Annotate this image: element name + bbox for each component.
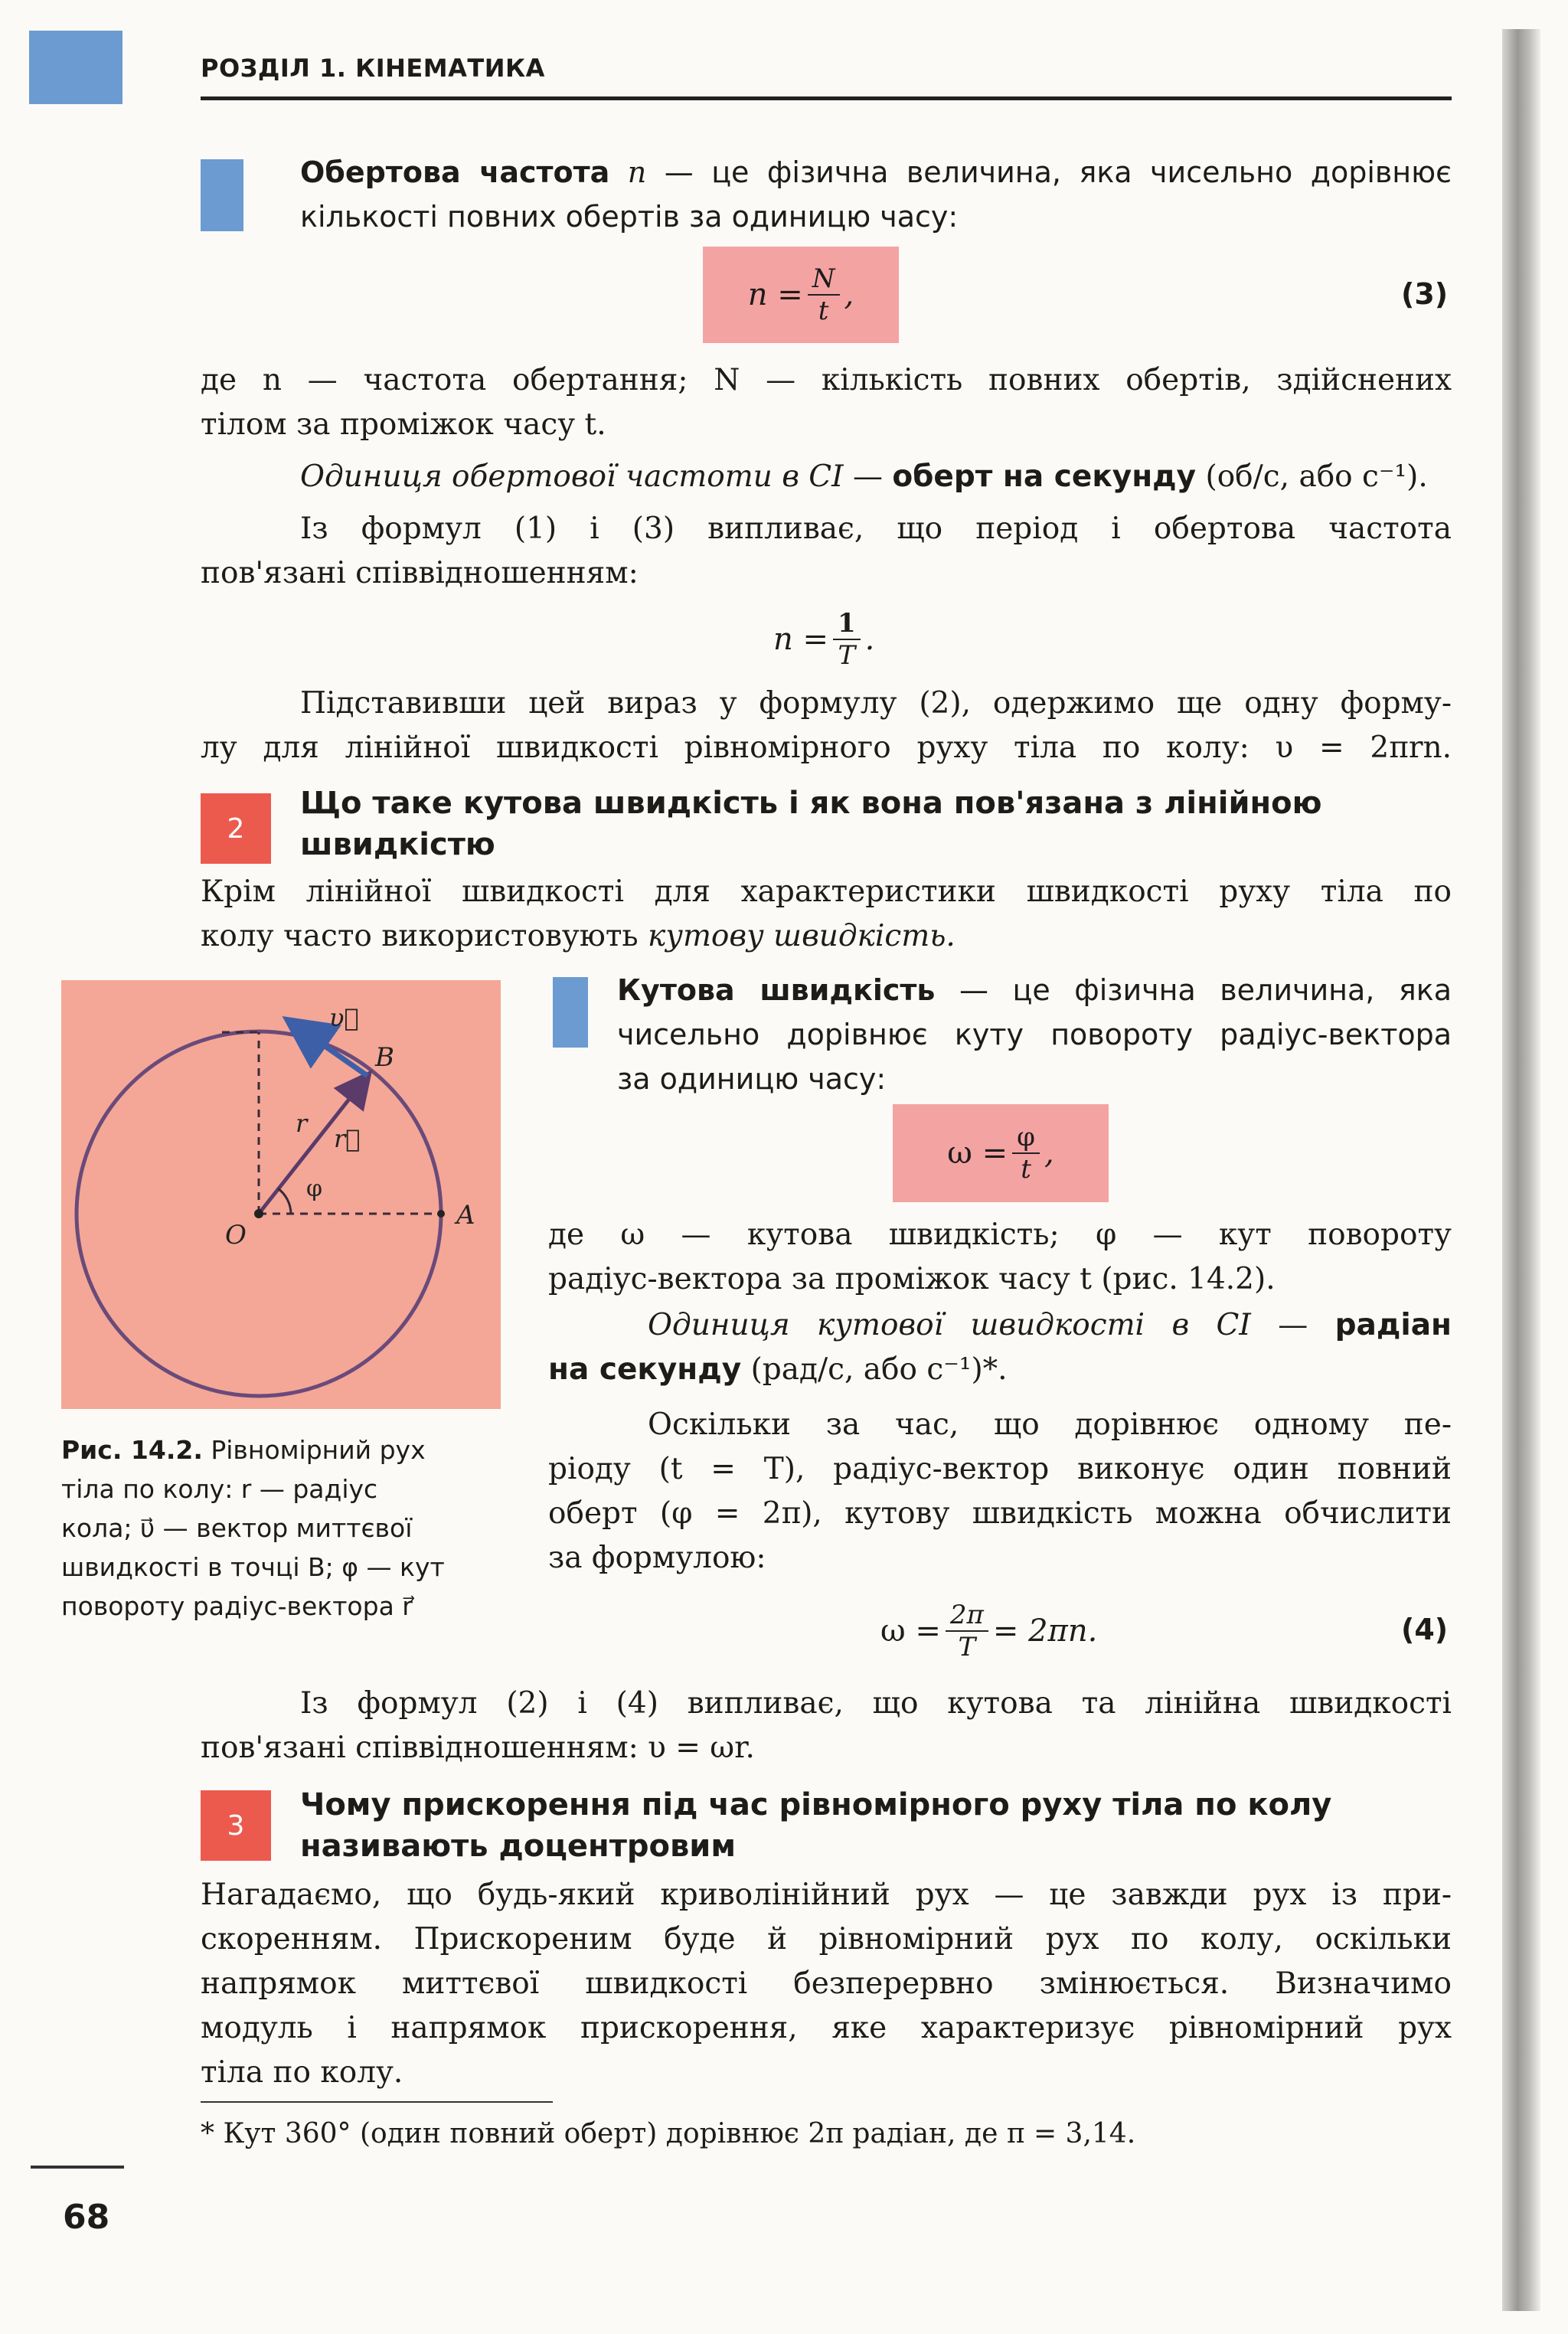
paragraph — [201, 870, 1452, 959]
page-edge-shadow — [1502, 29, 1540, 2311]
section-title — [300, 783, 1452, 865]
caption-text: тіла по колу: r — радіус — [61, 1474, 378, 1504]
angle-arc — [278, 1188, 291, 1214]
text-line: Із формул (2) і (4) випливає, що кутова та лінійна швидкості — [300, 1686, 1452, 1721]
title-line: Чому прискорення під час рівномірного руху тіла по колу — [300, 1787, 1332, 1822]
label-A: A — [456, 1200, 475, 1231]
fraction — [808, 263, 840, 326]
term: Обертова частота — [300, 155, 610, 189]
page-number: 68 — [63, 2198, 110, 2237]
unit-bold: оберт на секунду — [892, 459, 1197, 494]
definition-text: кількості повних обертів за одиницю часу: — [300, 200, 959, 234]
title-line: називають доцентровим — [300, 1829, 737, 1864]
unit-line — [300, 455, 1452, 499]
section-number: 2 — [201, 793, 271, 864]
unit-line — [548, 1303, 1452, 1392]
point-A — [437, 1210, 445, 1218]
label-r: r — [296, 1109, 308, 1138]
title-line: Що таке кутова швидкість і як вона пов'язана з лінійною — [300, 786, 1322, 821]
text-line: пов'язані співвідношенням: υ = ωr. — [201, 1731, 755, 1765]
definition-text: — це фізична величина, яка чисельно дорівнює — [646, 155, 1452, 189]
denominator: t — [1021, 1154, 1031, 1185]
unit-bold: радіан — [1334, 1308, 1452, 1342]
text-line: лу для лінійної швидкості рівномірного руху тіла по колу: υ = 2πrn. — [201, 731, 1452, 765]
footnote: * Кут 360° (один повний оберт) дорівнює 2π радіан, де π = 3,14. — [201, 2118, 1136, 2149]
caption-text: кола; υ⃗ — вектор миттєвої — [61, 1513, 413, 1543]
equation-number: (4) — [1401, 1613, 1449, 1646]
numerator: 2π — [949, 1600, 984, 1630]
italic-term: кутову швидкість. — [648, 919, 956, 953]
label-phi: φ — [306, 1175, 323, 1202]
text-line: тіла по колу. — [201, 2055, 403, 2090]
page-number-rule — [31, 2166, 124, 2169]
formula-tail: . — [864, 622, 875, 657]
caption-text: швидкості в точці B; φ — кут — [61, 1552, 445, 1582]
caption-text: Рівномірний рух — [202, 1435, 426, 1465]
text-line: Оскільки за час, що дорівнює одному пе- — [648, 1407, 1452, 1442]
text-line: Із формул (1) і (3) випливає, що період і обертова частота — [300, 512, 1452, 546]
section-number: 3 — [201, 1790, 271, 1861]
chapter-header: РОЗДІЛ 1. КІНЕМАТИКА — [201, 54, 545, 83]
definition-text: чисельно дорівнює куту повороту радіус-вектора — [617, 1018, 1452, 1051]
formula-lhs: ω = — [947, 1136, 1008, 1171]
formula-4 — [880, 1585, 1097, 1677]
header-rule — [201, 96, 1452, 100]
text-line: де n — частота обертання; N — кількість повних обертів, здійснених — [201, 363, 1452, 397]
paragraph — [201, 358, 1452, 447]
formula-lhs: ω = — [880, 1613, 941, 1649]
text-line: тілом за проміжок часу t. — [201, 407, 606, 442]
formula-tail: , — [844, 277, 854, 312]
denominator: t — [818, 296, 829, 326]
text-line: де ω — кутова швидкість; φ — кут повороту — [548, 1218, 1452, 1252]
text-line: оберт (φ = 2π), кутову швидкість можна обчислити — [548, 1496, 1452, 1531]
text-line: Підставивши цей вираз у формулу (2), одержимо ще одну форму- — [300, 686, 1452, 721]
unit-italic: Одиниця кутової швидкості в СІ — [648, 1308, 1251, 1342]
text-line: скоренням. Прискореним буде й рівномірний рух по колу, оскільки — [201, 1922, 1452, 1956]
point-O — [254, 1209, 263, 1218]
definition-angular-velocity — [617, 968, 1452, 1101]
text-line: напрямок миттєвої швидкості безперервно змінюється. Визначимо — [201, 1966, 1452, 2001]
formula-lhs: n = — [747, 277, 803, 312]
denominator: T — [838, 640, 856, 671]
text-line: радіус-вектора за проміжок часу t (рис. 14.2). — [548, 1262, 1276, 1296]
text-line: модуль і напрямок прискорення, яке характеризує рівномірний рух — [201, 2011, 1452, 2045]
figure-14-2 — [61, 980, 501, 1409]
formula-box — [893, 1104, 1109, 1202]
text-line: Нагадаємо, що будь-який криволінійний рух — це завжди рух із при- — [201, 1878, 1452, 1912]
formula-box — [703, 247, 899, 343]
fraction — [833, 608, 861, 671]
formula-lhs: n = — [773, 622, 828, 657]
label-v: υ⃗ — [329, 1003, 359, 1032]
definition-rotation-frequency — [300, 150, 1452, 239]
text-line: за формулою: — [548, 1541, 766, 1575]
unit-italic: Одиниця обертової частоти в СІ — [300, 459, 844, 494]
unit-bold: на секунду — [548, 1352, 742, 1387]
paragraph — [201, 1873, 1452, 2095]
formula-n-T — [773, 597, 874, 682]
denominator: T — [958, 1632, 976, 1662]
text-line: Крім лінійної швидкості для характеристики швидкості руху тіла по — [201, 874, 1452, 909]
paragraph — [201, 507, 1452, 596]
text-line: пов'язані співвідношенням: — [201, 556, 639, 590]
circle-diagram — [61, 980, 501, 1409]
label-O: O — [225, 1220, 247, 1250]
definition-text: — це фізична величина, яка — [935, 973, 1452, 1007]
formula-rhs: = 2πn. — [992, 1613, 1098, 1649]
label-r-vector: r⃗ — [334, 1124, 361, 1153]
term: Кутова швидкість — [617, 973, 936, 1007]
caption-text: повороту радіус-вектора r⃗ — [61, 1591, 413, 1621]
figure-caption — [61, 1430, 505, 1626]
fraction — [1012, 1122, 1040, 1185]
caption-label: Рис. 14.2. — [61, 1435, 203, 1465]
definition-marker — [553, 977, 588, 1048]
text-line: колу часто використовують — [201, 919, 648, 953]
formula-tail: , — [1044, 1136, 1054, 1171]
numerator: 1 — [838, 608, 856, 639]
footnote-rule — [201, 2101, 553, 2103]
fraction — [946, 1600, 988, 1662]
definition-marker — [201, 159, 243, 231]
text-line: ріоду (t = T), радіус-вектор виконує один повний — [548, 1452, 1452, 1486]
symbol: n — [627, 155, 647, 189]
equation-number: (3) — [1401, 277, 1449, 311]
numerator: φ — [1017, 1122, 1035, 1152]
paragraph — [201, 682, 1452, 770]
unit-rest: (об/с, або с⁻¹). — [1196, 459, 1428, 494]
dash: — — [1250, 1308, 1335, 1342]
header-color-block — [29, 31, 122, 104]
unit-rest: (рад/с, або с⁻¹)*. — [741, 1352, 1008, 1387]
definition-text: за одиницю часу: — [617, 1062, 887, 1096]
paragraph — [548, 1403, 1452, 1581]
dash: — — [843, 459, 893, 494]
paragraph — [548, 1213, 1452, 1302]
title-line: швидкістю — [300, 827, 495, 862]
label-B: B — [375, 1042, 394, 1073]
paragraph — [201, 1682, 1452, 1770]
numerator: N — [812, 263, 835, 294]
section-title — [300, 1784, 1452, 1867]
